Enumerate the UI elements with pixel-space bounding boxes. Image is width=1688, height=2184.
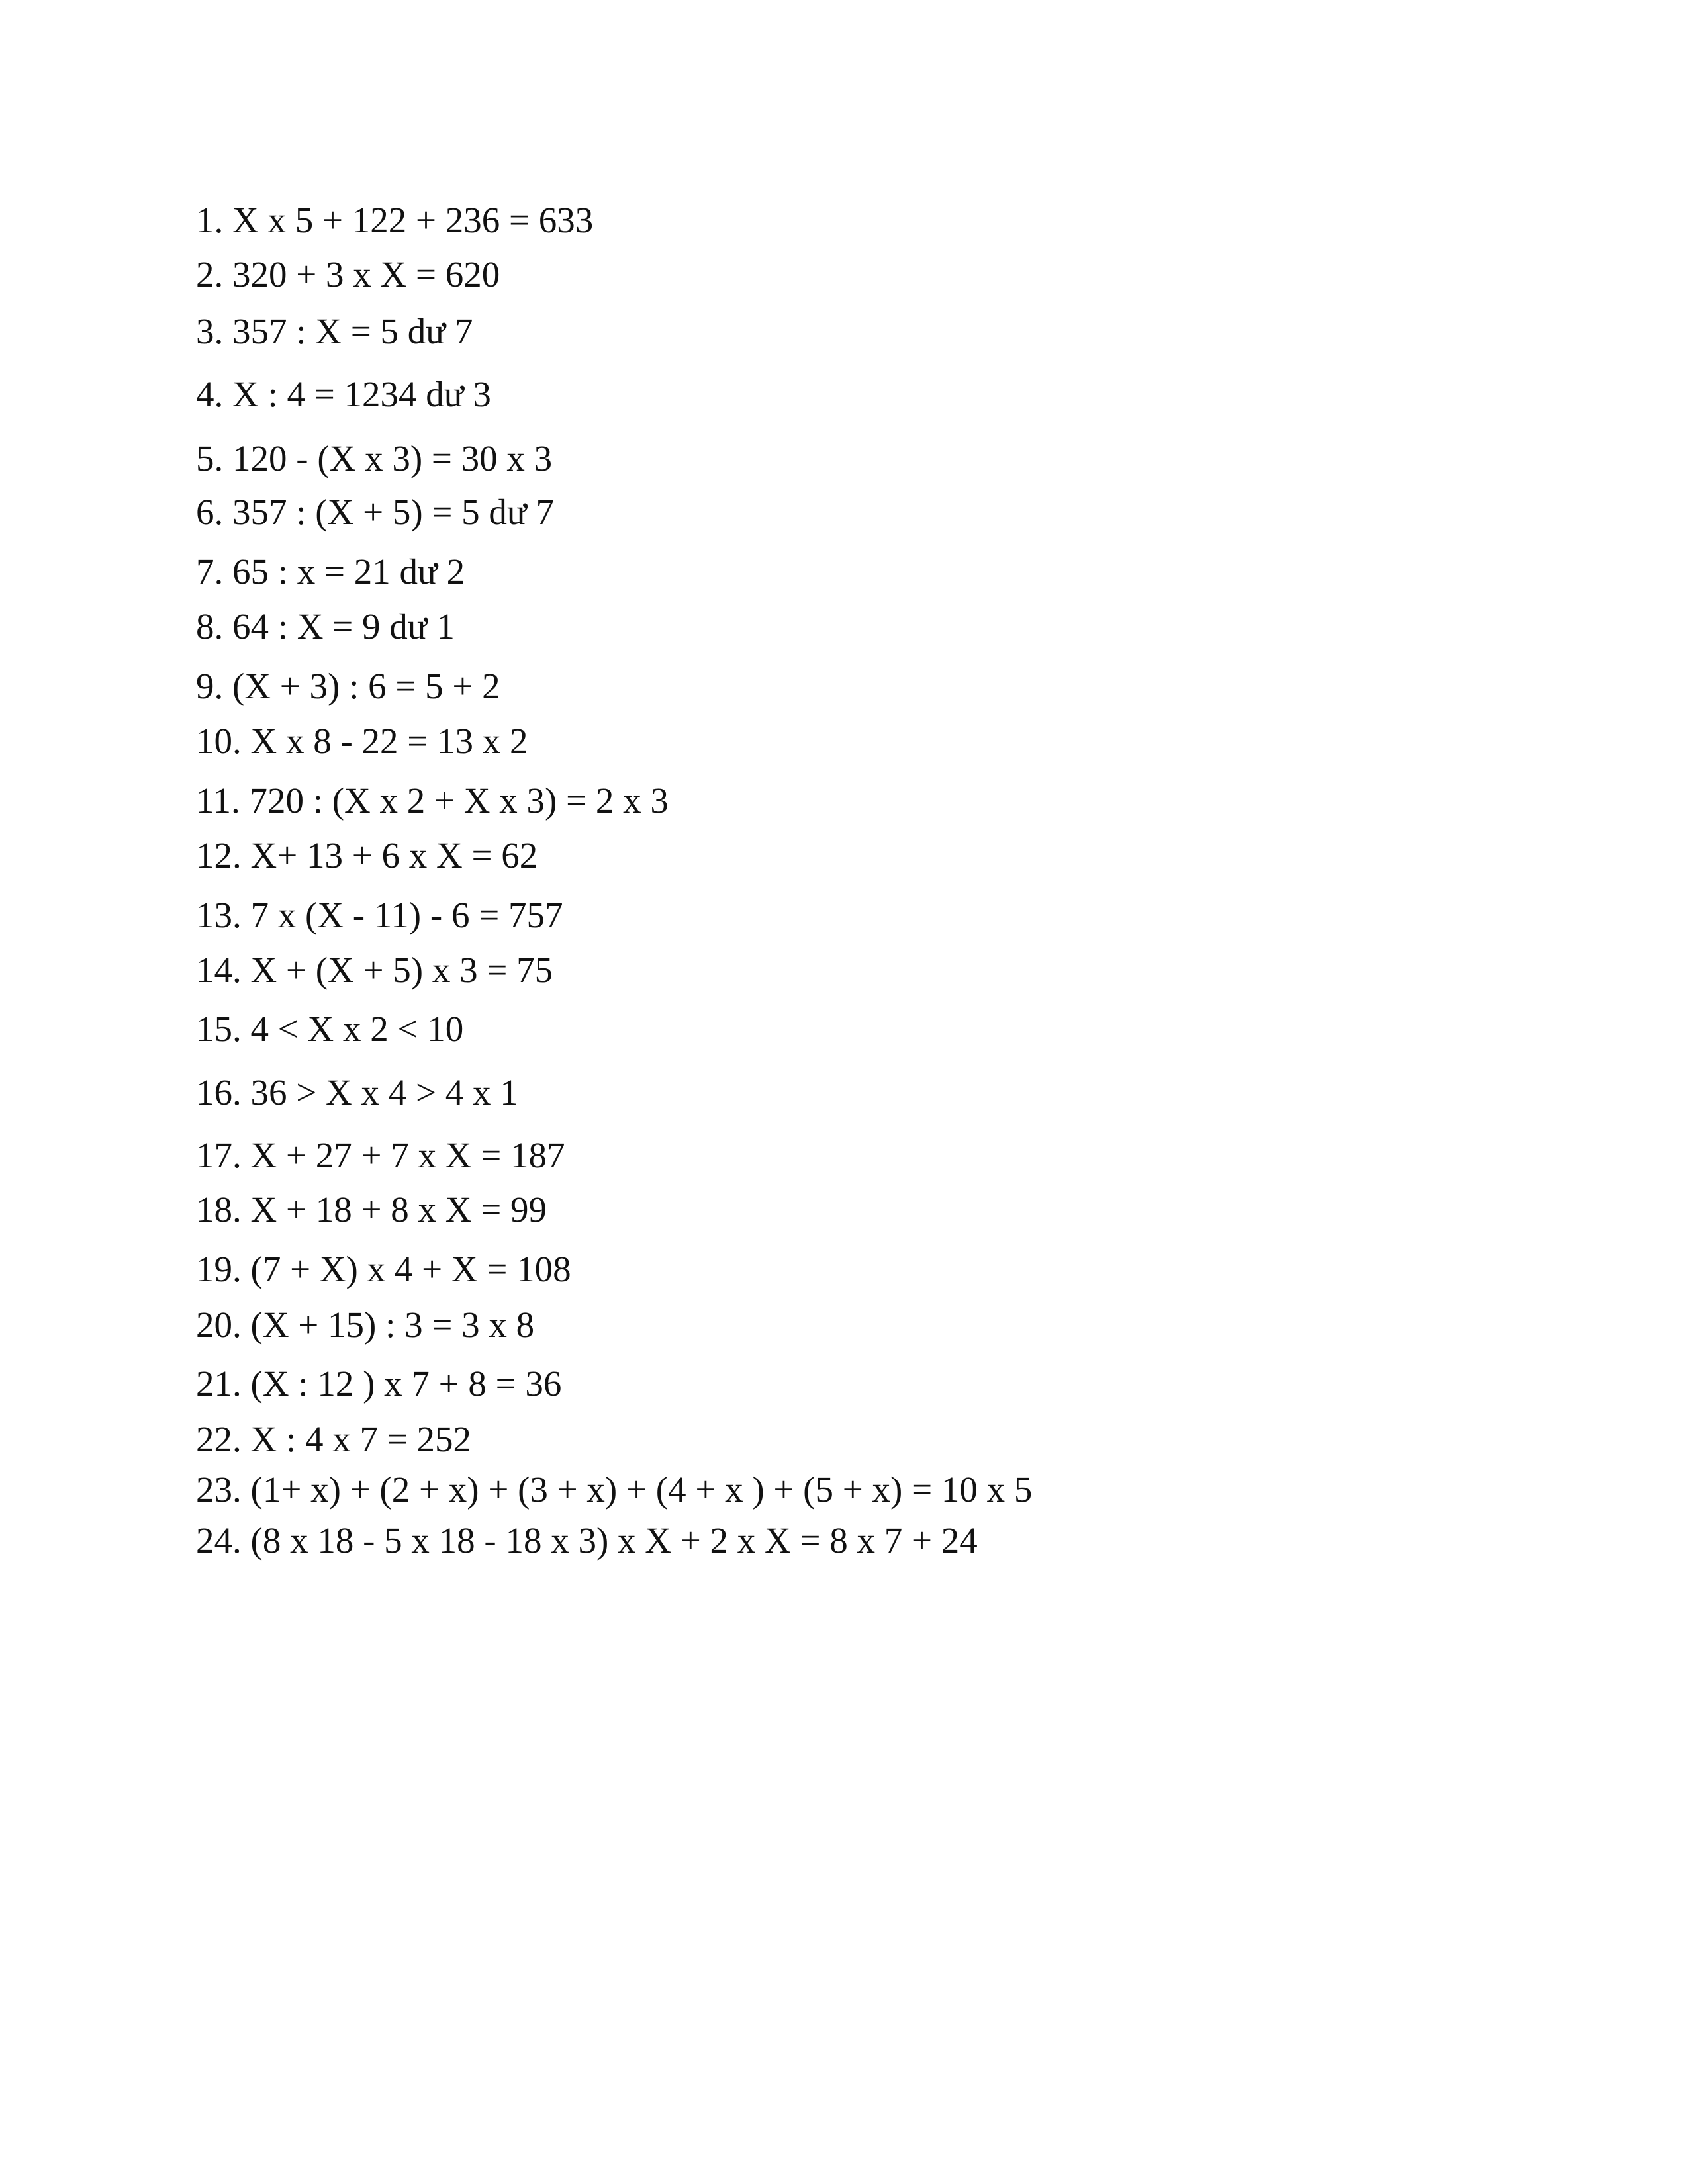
problem-7: 7. 65 : x = 21 dư 2	[196, 551, 465, 592]
problem-14: 14. X + (X + 5) x 3 = 75	[196, 950, 553, 990]
problem-10: 10. X x 8 - 22 = 13 x 2	[196, 721, 528, 761]
problem-16: 16. 36 > X x 4 > 4 x 1	[196, 1072, 518, 1113]
problem-3: 3. 357 : X = 5 dư 7	[196, 311, 473, 351]
problem-4: 4. X : 4 = 1234 dư 3	[196, 374, 491, 414]
problem-8: 8. 64 : X = 9 dư 1	[196, 606, 455, 647]
problem-17: 17. X + 27 + 7 x X = 187	[196, 1135, 565, 1175]
problem-9: 9. (X + 3) : 6 = 5 + 2	[196, 666, 500, 706]
problem-15: 15. 4 < X x 2 < 10	[196, 1009, 464, 1049]
problem-22: 22. X : 4 x 7 = 252	[196, 1419, 472, 1459]
problem-19: 19. (7 + X) x 4 + X = 108	[196, 1249, 571, 1289]
problem-11: 11. 720 : (X x 2 + X x 3) = 2 x 3	[196, 780, 669, 821]
problem-24: 24. (8 x 18 - 5 x 18 - 18 x 3) x X + 2 x X = 8 x 7 + 24	[196, 1520, 978, 1561]
problem-12: 12. X+ 13 + 6 x X = 62	[196, 835, 538, 876]
problem-1: 1. X x 5 + 122 + 236 = 633	[196, 200, 594, 240]
problem-6: 6. 357 : (X + 5) = 5 dư 7	[196, 492, 554, 532]
problem-18: 18. X + 18 + 8 x X = 99	[196, 1189, 547, 1230]
problem-20: 20. (X + 15) : 3 = 3 x 8	[196, 1304, 535, 1345]
problem-5: 5. 120 - (X x 3) = 30 x 3	[196, 438, 553, 478]
problem-2: 2. 320 + 3 x X = 620	[196, 254, 500, 295]
problem-21: 21. (X : 12 ) x 7 + 8 = 36	[196, 1363, 562, 1404]
problem-13: 13. 7 x (X - 11) - 6 = 757	[196, 895, 563, 935]
problem-23: 23. (1+ x) + (2 + x) + (3 + x) + (4 + x ) + (5 + x) = 10 x 5	[196, 1469, 1033, 1510]
